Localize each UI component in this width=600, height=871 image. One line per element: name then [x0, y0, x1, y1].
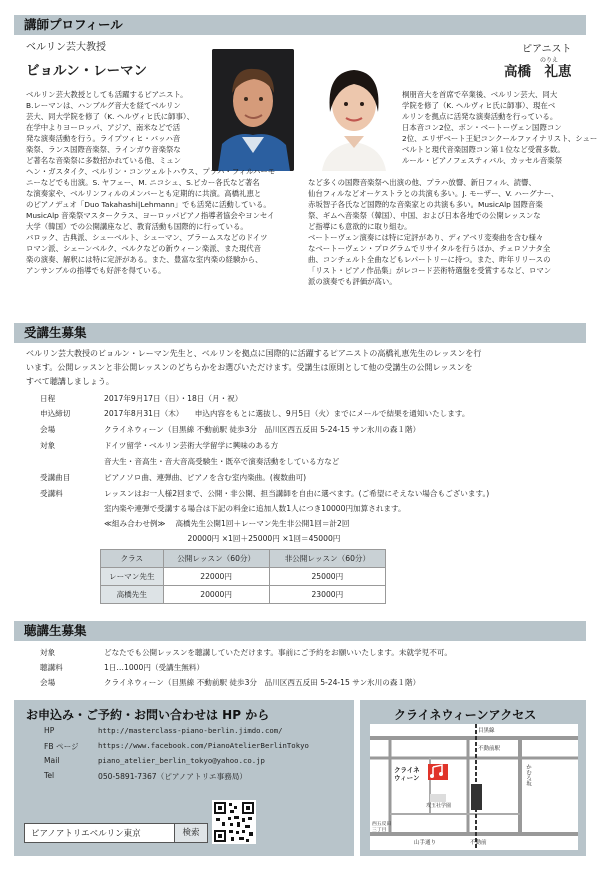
- right-bio-line: 「リスト・ピアノ作品集」がレコード芸術特選盤を受賞するなど、ロマン: [308, 266, 552, 275]
- contact-panel: [14, 700, 354, 856]
- contact-label-hp: HP: [44, 726, 55, 735]
- left-bio-line: B.レーマンは、ハンブルグ音大を経てベルリン: [26, 101, 181, 110]
- right-bio-line: 学院を修了（K. ヘルヴィヒ氏に師事）、現在ベ: [402, 101, 556, 110]
- fee-table-cell: 25000円: [269, 568, 385, 586]
- right-bio-line: ど指導にも意欲的に取り組む。: [308, 222, 412, 231]
- left-bio-line: アンサンブルの指導でも好評を得ている。: [26, 266, 166, 275]
- left-bio-line: な演奏家や、ベルリンフィルのメンバーとも定期的に共演。高橋礼恵と: [26, 189, 262, 198]
- right-bio-line: ベルトと現代音楽国際コン第１位など受賞多数。: [402, 145, 565, 154]
- fee-table: [100, 549, 386, 604]
- detail-value: 音大生・音高生・音大音高受験生・既卒で演奏活動をしている方など: [104, 457, 340, 466]
- right-bio-line: 派の演奏でも評価が高い。: [308, 277, 397, 286]
- right-bio-line: 桐朋音大を首席で卒業後、ベルリン芸大、同大: [402, 90, 558, 99]
- qr-code: [212, 800, 256, 844]
- map-label-yamate: 山手通り: [414, 840, 437, 846]
- access-map: [370, 724, 578, 850]
- right-bio-line: 日本音コン2位、ボン・ベートーヴェン国際コン: [402, 123, 562, 132]
- intro-line: ベルリン芸大教授のビョルン・レーマン先生と、ベルリンを拠点に国際的に活躍するピアニストの高橋礼恵先生のレッスンを行: [26, 349, 482, 358]
- contact-mail-link[interactable]: piano_atelier_berlin_tokyo@yahoo.co.jp: [98, 756, 265, 765]
- profile-header: 講師プロフィール: [14, 15, 586, 35]
- detail-value: クライネウィーン（目黒線 不動前駅 徒歩3分 品川区西五反田 5-24-15 サン氷川の森１階）: [104, 425, 421, 434]
- table-row: [101, 586, 386, 604]
- fee-table-header: クラス: [101, 550, 164, 568]
- left-name: ビョルン・レーマン: [26, 63, 148, 79]
- left-bio-line: バロック、古典派、シューベルト、シューマン、ブラームスなどのドイツ: [26, 233, 268, 242]
- detail-value: 室内楽や連弾で受講する場合は下記の料金に追加人数1人につき10000円加算されます。: [104, 504, 406, 513]
- left-bio-line: ベルリン芸大教授としても活躍するピアニスト。: [26, 90, 188, 99]
- left-bio-line: 発な演奏活動を行う。ライプツィヒ・バッハ音: [26, 134, 181, 143]
- contact-label-mail: Mail: [44, 756, 60, 765]
- map-label-meguro: 目黒線: [478, 728, 495, 734]
- map-label-kamurozaka: かむろ坂: [525, 764, 531, 786]
- detail-label: 会場: [40, 678, 56, 687]
- access-panel: [360, 700, 586, 856]
- fee-table-cell: 20000円: [163, 586, 269, 604]
- detail-value: ≪組み合わせ例≫ 高橋先生公開1回＋レーマン先生非公開1回＝計2回: [104, 519, 350, 528]
- intro-line: すべて聴講しましょう。: [26, 377, 114, 386]
- left-bio-line: 芸大、同大学院を修了（K. ヘルヴィヒ氏に師事）、: [26, 112, 194, 121]
- right-bio-line: 2位、エリザベート王妃コンクールファイナリスト、シュー: [402, 134, 598, 143]
- fee-table-cell: 23000円: [269, 586, 385, 604]
- fee-table-cell: 22000円: [163, 568, 269, 586]
- contact-tel: 050-5891-7367（ピアノアトリエ事務局）: [98, 772, 247, 781]
- right-bio-line: 祭、ギムへ音楽祭（韓国）、中国、および日本各地での公開レッスンな: [308, 211, 541, 220]
- left-bio-line: ニーなどでも出演。S. ヤフェー、M. ニコシュ、S.ピカー各氏など著名: [26, 178, 260, 187]
- detail-label: 聴講料: [40, 663, 63, 672]
- fee-table-cell: 高橋先生: [101, 586, 164, 604]
- left-role: ベルリン芸大教授: [26, 42, 106, 53]
- right-name-ruby: のりえ: [540, 57, 559, 64]
- right-bio-line: ベートーヴェン演奏には特に定評があり、ディアベリ変奏曲を含む様々: [308, 233, 544, 242]
- left-bio-line: 在学中よりヨーロッパ、アジア、南米などで活: [26, 123, 181, 132]
- left-bio-line: 楽祭、ランス国際音楽祭、ラインガウ音楽祭な: [26, 145, 181, 154]
- access-title: クライネウィーンアクセス: [394, 708, 537, 722]
- detail-value: どなたでも公開レッスンを聴講していただけます。事前にご予約をお願いいたします。未就学児不可。: [104, 648, 453, 657]
- right-name: 高橋 礼恵: [504, 64, 572, 80]
- right-bio-line: なベートーヴェン・プログラムでリサイタルを行うほか、チェロソナタ全: [308, 244, 551, 253]
- contact-label-tel: Tel: [44, 771, 55, 780]
- detail-label: 受講料: [40, 489, 63, 498]
- auditors-header: 聴講生募集: [14, 621, 586, 641]
- right-bio-line: 仙台フィルなどオーケストラとの共演も多い。J. モーザー、V. ハーグナー、: [308, 189, 559, 198]
- map-label-office: 攻玉社学園: [426, 803, 452, 809]
- participants-header: 受講生募集: [14, 323, 586, 343]
- detail-value: ドイツ留学・ベルリン芸術大学留学に興味のある方: [104, 441, 279, 450]
- table-row: [101, 568, 386, 586]
- fee-table-cell: レーマン先生: [101, 568, 164, 586]
- contact-label-fb: FB ページ: [44, 742, 79, 751]
- left-bio-line: のピアノデュオ「Duo Takahashi|Lehmann」でも活発に活動している。: [26, 200, 271, 209]
- detail-label: 申込締切: [40, 409, 71, 418]
- detail-label: 会場: [40, 425, 56, 434]
- left-bio-line: ロマン派、シェーンベルク、ベルクなどの新ウィーン楽派、また現代音: [26, 244, 262, 253]
- detail-value: 2017年9月17日（日）・18日（月・祝）: [104, 394, 243, 403]
- detail-label: 日程: [40, 394, 56, 403]
- right-bio-line: など多くの国際音楽祭へ出演の他、プラハ放響、新日フィル、読響、: [308, 178, 536, 187]
- detail-value: レッスンはお一人様2回まで、公開・非公開、担当講師を自由に選べます。(ご希望にそえない場合もございます。): [104, 489, 490, 498]
- right-bio-line: 曲、コンチェルト全曲などもレパートリーに持つ。また、昨年リリースの: [308, 255, 551, 264]
- search-box[interactable]: [24, 823, 208, 843]
- search-button[interactable]: 検索: [174, 824, 207, 842]
- contact-fb-link[interactable]: https://www.facebook.com/PianoAtelierBerlinTokyo: [98, 741, 309, 750]
- detail-label: 対象: [40, 441, 56, 450]
- fee-table-header-row: [101, 550, 386, 568]
- left-bio-line: ヘン・ガスタイク、ベルリン・コンツェルトハウス、プラハ・フィルハーモ: [26, 167, 276, 176]
- left-bio-line: 大学（韓国）での公開講座など、教育活動も国際的に行っている。: [26, 222, 248, 231]
- left-bio-line: 楽の演奏、解釈には特に定評がある。また、豊富な室内楽の経験から、: [26, 255, 263, 264]
- fee-table-header: 公開レッスン（60分）: [163, 550, 269, 568]
- detail-value: ピアノソロ曲、連弾曲、ピアノを含む室内楽曲。(複数曲可): [104, 473, 307, 482]
- fee-table-header: 非公開レッスン（60分）: [269, 550, 385, 568]
- right-bio-line: 赤坂智子各氏など国際的な音楽家との共演も多い。MusicAlp 国際音楽: [308, 200, 543, 209]
- map-label-kleine-wien: クライネ ウィーン: [394, 766, 420, 782]
- map-label-fudomae-station: 不動前駅: [478, 746, 501, 752]
- contact-hp-link[interactable]: http://masterclass-piano-berlin.jimdo.com/: [98, 726, 283, 735]
- map-label-fudomae: 不動前: [470, 840, 487, 846]
- detail-label: 対象: [40, 648, 56, 657]
- left-bio-line: MusicAlp 音楽祭マスタークラス、ヨーロッパピアノ指導者協会やヨンセイ: [26, 211, 275, 220]
- detail-value: クライネウィーン（目黒線 不動前駅 徒歩3分 品川区西五反田 5-24-15 サン氷川の森１階）: [104, 678, 421, 687]
- detail-value: 20000円 ×1回＋25000円 ×1回＝45000円: [104, 534, 341, 543]
- detail-label: 受講曲目: [40, 473, 71, 482]
- map-label-nishigotanda: 西五反田 三丁目: [372, 822, 392, 833]
- contact-title: お申込み・ご予約・お問い合わせは HP から: [26, 708, 270, 722]
- right-bio-line: ルリンを拠点に活発な演奏活動を行っている。: [402, 112, 558, 121]
- takahashi-photo: [308, 48, 400, 171]
- right-role: ピアニスト: [522, 44, 572, 55]
- search-text: ピアノアトリエベルリン東京: [31, 829, 141, 839]
- detail-value: 2017年8月31日（木） 申込内容をもとに選抜し、9月5日（火）までにメールで結果を通知いたします。: [104, 409, 470, 418]
- right-bio-line: ルール・ピアノフェスティバル、カッセル音楽祭: [402, 156, 563, 165]
- intro-line: います。公開レッスンと非公開レッスンのどちらかをお選びいただけます。受講生は原則として他の受講生の公開レッスンを: [26, 363, 473, 372]
- left-bio-line: ど著名な音楽祭に多数招かれている他、ミュン: [26, 156, 182, 165]
- detail-value: 1日…1000円（受講生無料）: [104, 663, 205, 672]
- lehmann-photo: [212, 49, 294, 171]
